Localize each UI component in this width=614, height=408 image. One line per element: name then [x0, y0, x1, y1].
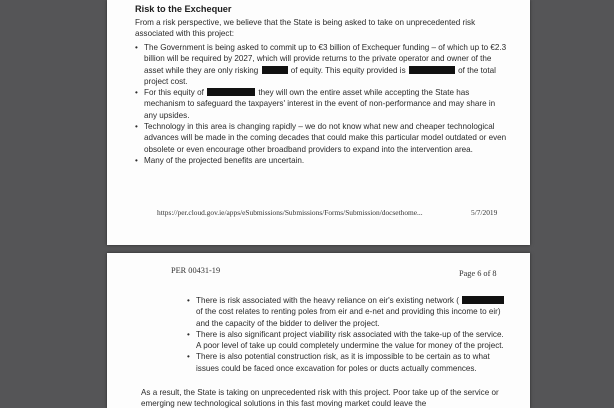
bullet-symbol: •	[135, 43, 138, 52]
intro-paragraph: From a risk perspective, we believe that the State is being asked to take on unprecedented risk associated with this project:	[135, 18, 476, 39]
redaction-block	[462, 296, 504, 304]
redaction-block	[409, 66, 455, 74]
document-page-6	[107, 253, 530, 408]
bullet-symbol: •	[135, 122, 138, 132]
closing-paragraph: As a result, the State is taking on unprecedented risk with this project. Poor take up of the service or emerging new technological solutions in this fast moving market could leave the	[141, 388, 499, 408]
bullet-text: The Government is being asked to commit up to €3 billion of Exchequer funding – of which up to €2.3 billion will be required by 2027, which will provide returns to the private operator and owner of the asset while they are only risking	[144, 43, 507, 75]
redaction-block	[262, 66, 288, 74]
bullet-text: Many of the projected benefits are uncertain.	[144, 155, 305, 165]
bullet-text: There is also potential construction risk, as it is impossible to be certain as to what issues could be faced once excavation for poles or ducts actually commences.	[196, 352, 490, 373]
list-item	[135, 87, 507, 121]
bullet-text: of equity. This equity provided is	[290, 65, 406, 75]
bullet-symbol: •	[135, 88, 138, 98]
list-item	[135, 155, 507, 166]
bullet-symbol: •	[187, 352, 190, 362]
document-page-5	[107, 0, 530, 245]
bullet-text: For this equity of	[144, 88, 204, 98]
list-item	[187, 295, 509, 329]
bullet-text: they will own the entire asset while accepting the State has mechanism to safeguard the taxpayers' interest in the event of non-performance and may share in any upsides.	[144, 88, 496, 120]
page-number: Page 6 of 8	[459, 269, 497, 278]
list-item	[187, 351, 509, 374]
document-reference: PER 00431-19	[171, 266, 221, 275]
section-heading: Risk to the Exchequer	[135, 4, 232, 14]
list-item	[135, 121, 507, 155]
footer-date: 5/7/2019	[471, 208, 498, 217]
list-item	[187, 329, 509, 352]
risk-bullet-list	[135, 42, 507, 166]
bullet-symbol: •	[187, 296, 190, 305]
bullet-text: There is risk associated with the heavy reliance on eir's existing network (	[196, 296, 459, 305]
bullet-text: of the total project cost.	[144, 65, 496, 86]
footer-url: https://per.cloud.gov.ie/apps/eSubmissions/Submissions/Forms/Submission/docsethome...	[157, 208, 423, 217]
redaction-block	[207, 88, 255, 96]
list-item	[135, 42, 507, 87]
risk-bullet-list	[187, 295, 509, 374]
bullet-text: There is also significant project viability risk associated with the take-up of the service. A poor level of take up could completely undermine the value for money of the project.	[196, 329, 504, 351]
bullet-symbol: •	[135, 155, 138, 165]
bullet-text: Technology in this area is changing rapidly – we do not know what new and cheaper technological advances will be made in the coming decades that could make this particular model outdated or even obsolete or even encourage other broadband providers to expand into the intervention area.	[144, 122, 507, 154]
bullet-symbol: •	[187, 329, 190, 339]
bullet-text: of the cost relates to renting poles from eir and e-net and providing this income to eir) and the capacity of the bidder to deliver the project.	[196, 307, 501, 328]
